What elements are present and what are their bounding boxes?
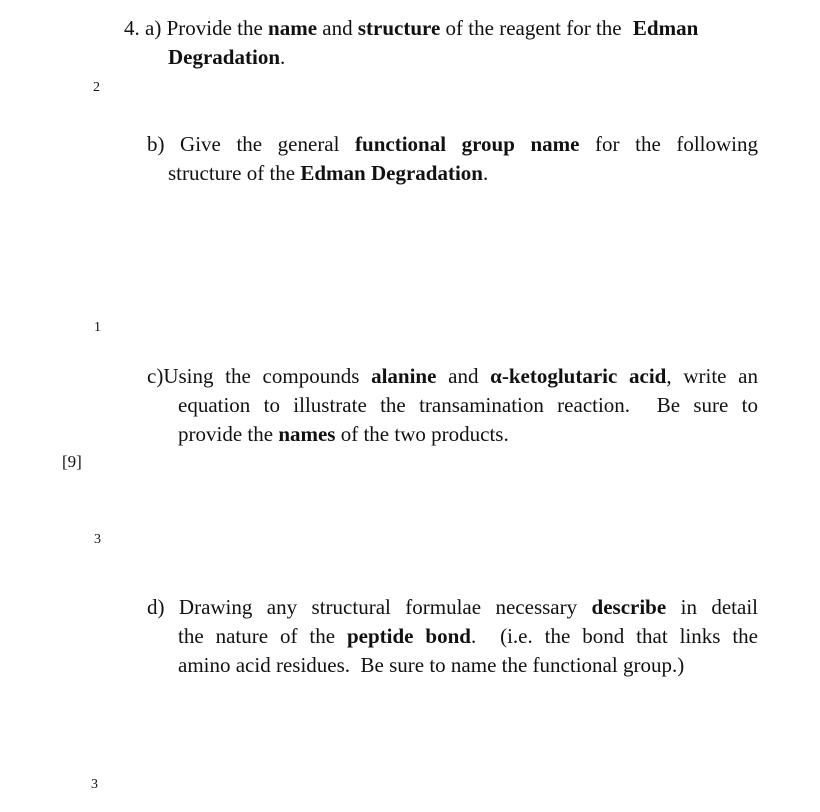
mark-b: 1 [94, 320, 101, 335]
question-4b [147, 130, 758, 159]
question-4a-line2 [168, 43, 758, 72]
part-b-bold-edman: Edman Degradation [300, 161, 483, 185]
part-a-prefix: a) Provide the [145, 16, 269, 40]
part-c-line2: equation to illustrate the transamination reaction. Be sure to [178, 393, 758, 417]
part-c-line1: c)Using the compounds alanine and α-ketoglutaric acid, write an [147, 364, 758, 388]
part-c-bold-names: names [278, 422, 336, 446]
part-a-bold-name: name [268, 16, 318, 40]
part-d-bold-describe: describe [591, 595, 667, 619]
part-c-bold-alanine: alanine [371, 364, 437, 388]
mark-a: 2 [93, 80, 100, 95]
question-4d-line2 [178, 622, 758, 651]
mark-c: 3 [94, 532, 101, 547]
question-4c-line3: provide the names of the two products. [178, 422, 509, 446]
part-a-bold-edman: Edman [632, 16, 699, 40]
part-b-period: . [482, 161, 489, 185]
total-marks: [9] [62, 452, 82, 471]
part-b-line1: b) Give the general functional group name for the following [147, 132, 758, 156]
part-a-bold-degradation: Degradation [168, 45, 280, 69]
part-b-bold-fgname: functional group name [355, 132, 580, 156]
mark-d: 3 [91, 777, 98, 792]
part-d-line2: the nature of the peptide bond. (i.e. the bond that links the [178, 624, 758, 648]
part-d-bold-peptide: peptide bond [346, 624, 471, 648]
part-c-text-1: and [436, 364, 491, 388]
part-a-bold-structure: structure [357, 16, 441, 40]
question-4d-line3: amino acid residues. Be sure to name the functional group.) [178, 653, 685, 677]
part-c-text-3: of the two products. [335, 422, 509, 446]
question-4d [147, 593, 758, 622]
question-number: 4. [124, 16, 140, 40]
question-4c [147, 362, 758, 391]
part-c-prefix: c)Using the compounds [147, 364, 372, 388]
part-b-prefix: b) Give the general [147, 132, 356, 156]
part-d-prefix: d) Drawing any structural formulae necessary [147, 595, 592, 619]
part-a-text-1: and [317, 16, 358, 40]
question-4c-line2 [178, 391, 758, 420]
part-d-line1: d) Drawing any structural formulae necessary describe in detail [147, 595, 759, 619]
part-c-bold-ketoglutaric: α-ketoglutaric acid [490, 364, 667, 388]
part-a-period: . [280, 45, 286, 69]
part-a-text-2: of the reagent for the [440, 16, 627, 40]
question-4a [124, 14, 758, 43]
question-4b-line2: structure of the Edman Degradation. [168, 161, 489, 185]
